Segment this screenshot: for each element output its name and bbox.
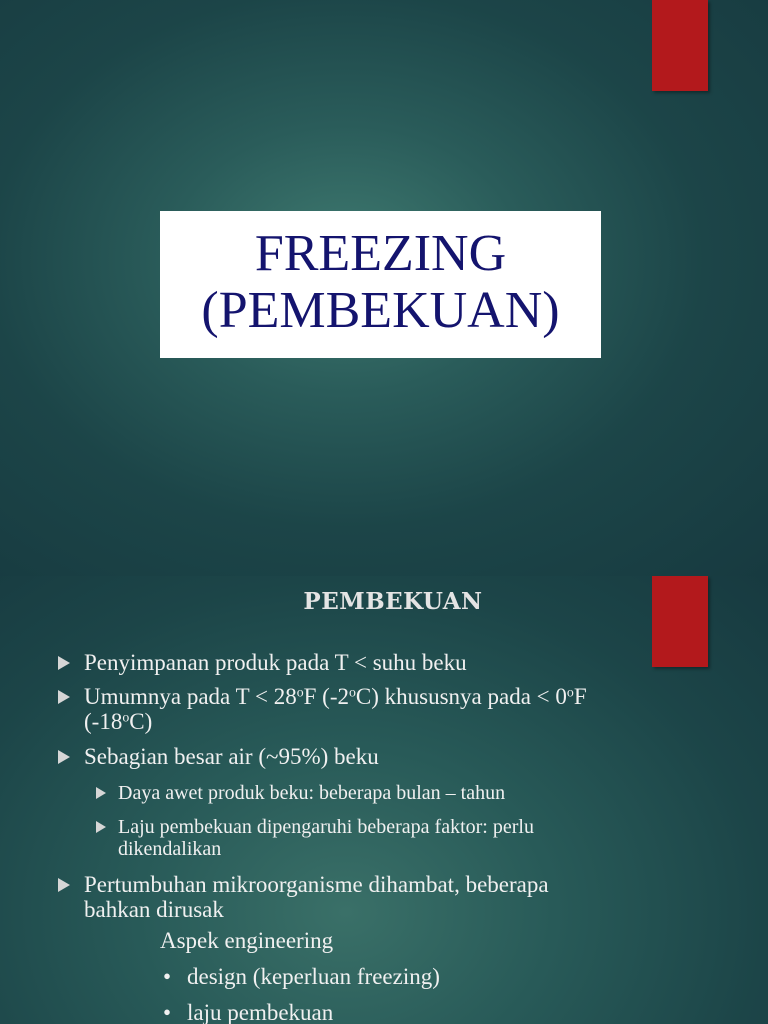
- triangle-bullet-icon: [96, 787, 106, 799]
- title-box: [160, 211, 601, 358]
- dot-bullet-icon: •: [163, 964, 172, 989]
- sub-bullet-item: Daya awet produk beku: beberapa bulan – tahun: [118, 782, 718, 804]
- triangle-bullet-icon: [58, 656, 70, 670]
- bullet-item: Umumnya pada $T < 28^oF$ (-2$^o$C) khususnya pada < $0^oF$ (-18$^o$C): [84, 684, 724, 734]
- aspek-item: • design (keperluan freezing): [163, 964, 440, 989]
- aspek-heading: Aspek engineering: [160, 928, 334, 953]
- title-line-2: (PEMBEKUAN): [201, 282, 560, 339]
- title-line-1: FREEZING: [254, 225, 507, 282]
- accent-bar: [652, 0, 708, 91]
- bullet-item: Penyimpanan produk pada T < suhu beku: [84, 650, 724, 675]
- slide-heading: PEMBEKUAN: [303, 588, 483, 615]
- bullet-item: Pertumbuhan mikroorganisme dihambat, beberapa bahkan dirusak: [84, 872, 724, 922]
- sub-bullet-item: Laju pembekuan dipengaruhi beberapa faktor: perlu dikendalikan: [118, 816, 718, 860]
- bullet-item: Sebagian besar air (~95%) beku: [84, 744, 724, 769]
- content-slide: [0, 576, 768, 1024]
- triangle-bullet-icon: [58, 878, 70, 892]
- aspek-item: • laju pembekuan: [163, 1000, 334, 1024]
- triangle-bullet-icon: [58, 750, 70, 764]
- triangle-bullet-icon: [58, 690, 70, 704]
- dot-bullet-icon: •: [163, 1000, 172, 1024]
- triangle-bullet-icon: [96, 821, 106, 833]
